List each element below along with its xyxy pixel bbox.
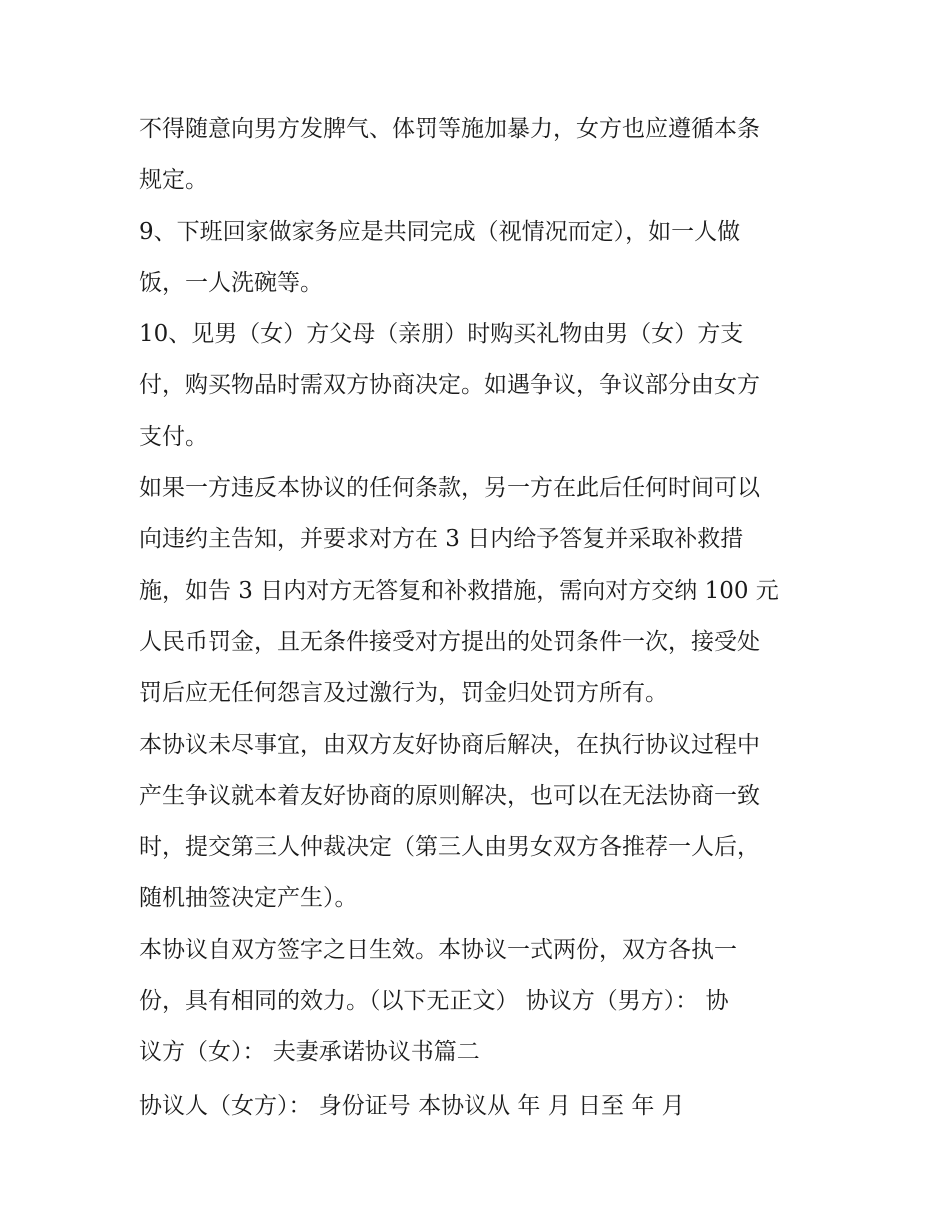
text-line: 本协议未尽事宜，由双方友好协商后解决，在执行协议过程中 <box>139 731 760 758</box>
text-line: 人民币罚金，且无条件接受对方提出的处罚条件一次，接受处 <box>139 628 760 655</box>
text-line: 饭，一人洗碗等。 <box>139 269 323 296</box>
text-line: 份，具有相同的效力。（以下无正文） 协议方（男方）： 协 <box>139 988 729 1015</box>
text-line: 如果一方违反本协议的任何条款，另一方在此后任何时间可以 <box>139 475 760 502</box>
text-line: 付，购买物品时需双方协商决定。如遇争议，争议部分由女方 <box>139 372 760 399</box>
text-line: 9、下班回家做家务应是共同完成（视情况而定），如一人做 <box>139 218 741 245</box>
text-line: 向违约主告知，并要求对方在 3 日内给予答复并采取补救措 <box>139 526 744 553</box>
text-line: 本协议自双方签字之日生效。本协议一式两份，双方各执一 <box>139 936 737 963</box>
text-line: 时，提交第三人仲裁决定（第三人由男女双方各推荐一人后， <box>139 834 760 861</box>
text-line: 随机抽签决定产生）。 <box>139 885 358 912</box>
text-line: 支付。 <box>139 423 208 450</box>
text-line: 10、见男（女）方父母（亲朋）时购买礼物由男（女）方支 <box>139 321 744 348</box>
text-line: 不得随意向男方发脾气、体罚等施加暴力，女方也应遵循本条 <box>139 116 760 142</box>
text-line: 施，如告 3 日内对方无答复和补救措施，需向对方交纳 100 元 <box>139 577 779 604</box>
document-body <box>139 104 819 1132</box>
text-line: 协议人（女方）： 身份证号 本协议从 年 月 日至 年 月 <box>139 1092 685 1119</box>
text-line: 罚后应无任何怨言及过激行为，罚金归处罚方所有。 <box>139 680 668 707</box>
text-line: 议方（女）： 夫妻承诺协议书篇二 <box>139 1039 480 1066</box>
text-line: 产生争议就本着友好协商的原则解决，也可以在无法协商一致 <box>139 782 760 809</box>
text-line: 规定。 <box>139 167 208 194</box>
